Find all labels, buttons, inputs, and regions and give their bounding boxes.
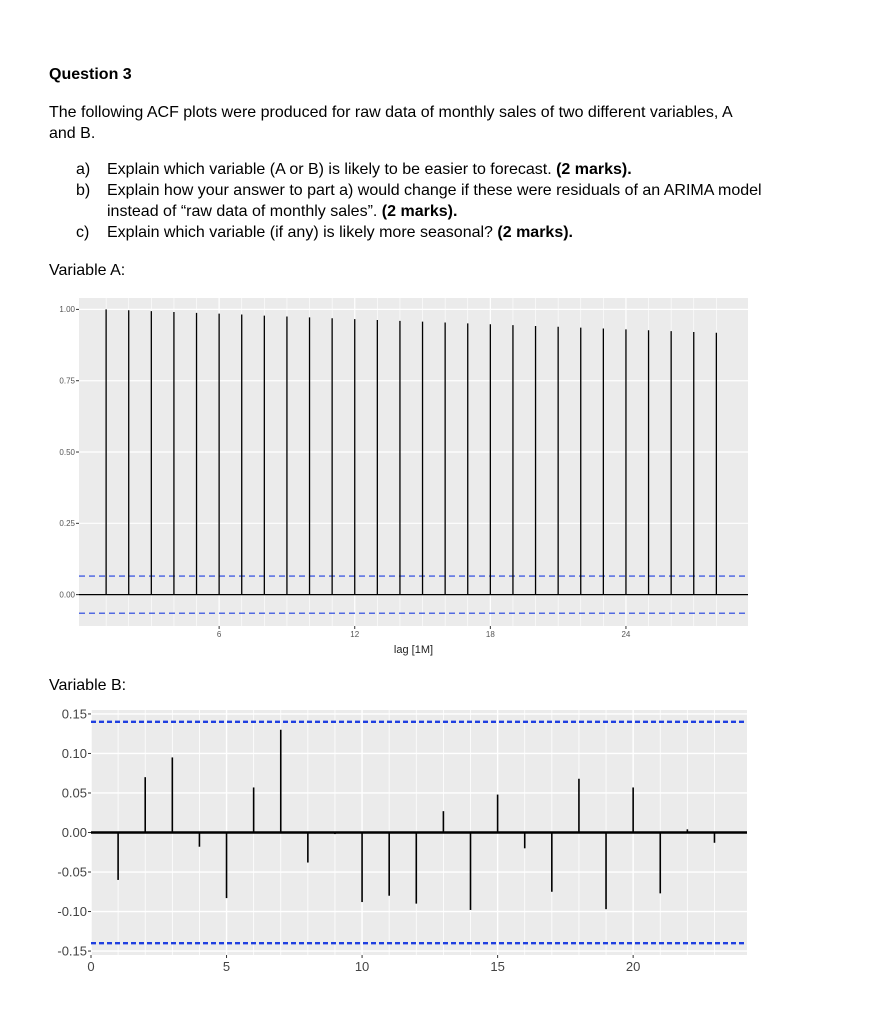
x-tick-label: 18 <box>485 630 495 639</box>
question-letter: c) <box>76 224 90 241</box>
y-tick-label: 0.50 <box>59 447 75 457</box>
variable-a-label: Variable A: <box>49 262 126 279</box>
question-intro: The following ACF plots were produced for raw data of monthly sales of two different variables, A and B. <box>49 104 732 142</box>
variable-b-label: Variable B: <box>49 677 127 694</box>
question-title: Question 3 <box>49 66 132 83</box>
y-tick-label: 0.00 <box>59 590 75 600</box>
x-tick-label: 10 <box>354 959 370 974</box>
y-tick-label: 0.10 <box>61 746 87 762</box>
question-letter: b) <box>76 182 91 199</box>
question-marks: (2 marks). <box>497 224 573 241</box>
x-tick-label: 24 <box>621 630 631 639</box>
y-tick-label: 0.25 <box>59 519 75 529</box>
x-tick-label: 15 <box>490 959 505 974</box>
x-tick-label: 0 <box>87 959 95 974</box>
x-tick-label: 6 <box>216 630 222 639</box>
x-tick-label: 5 <box>222 959 231 974</box>
y-tick-label: 0.15 <box>61 706 87 722</box>
question-marks: (2 marks). <box>556 161 632 178</box>
x-axis-title: lag [1M] <box>393 644 434 656</box>
y-tick-label: 0.75 <box>59 376 75 386</box>
y-tick-label: -0.10 <box>57 904 87 920</box>
y-tick-label: -0.05 <box>57 864 87 880</box>
question-letter: a) <box>76 161 91 178</box>
y-tick-label: 0.05 <box>61 785 87 801</box>
question-text: Explain how your answer to part a) would change if these were residuals of an ARIMA model instead of “raw data of monthly sales”. <box>107 182 762 220</box>
question-marks: (2 marks). <box>381 203 458 220</box>
x-tick-label: 12 <box>350 630 360 639</box>
y-tick-label: 0.00 <box>61 825 87 841</box>
question-text: Explain which variable (A or B) is likely to be easier to forecast. <box>107 161 557 178</box>
question-text: Explain which variable (if any) is likely more seasonal? <box>107 224 498 241</box>
y-tick-label: 1.00 <box>59 305 75 315</box>
x-tick-label: 20 <box>625 959 641 974</box>
y-tick-label: -0.15 <box>57 943 87 959</box>
